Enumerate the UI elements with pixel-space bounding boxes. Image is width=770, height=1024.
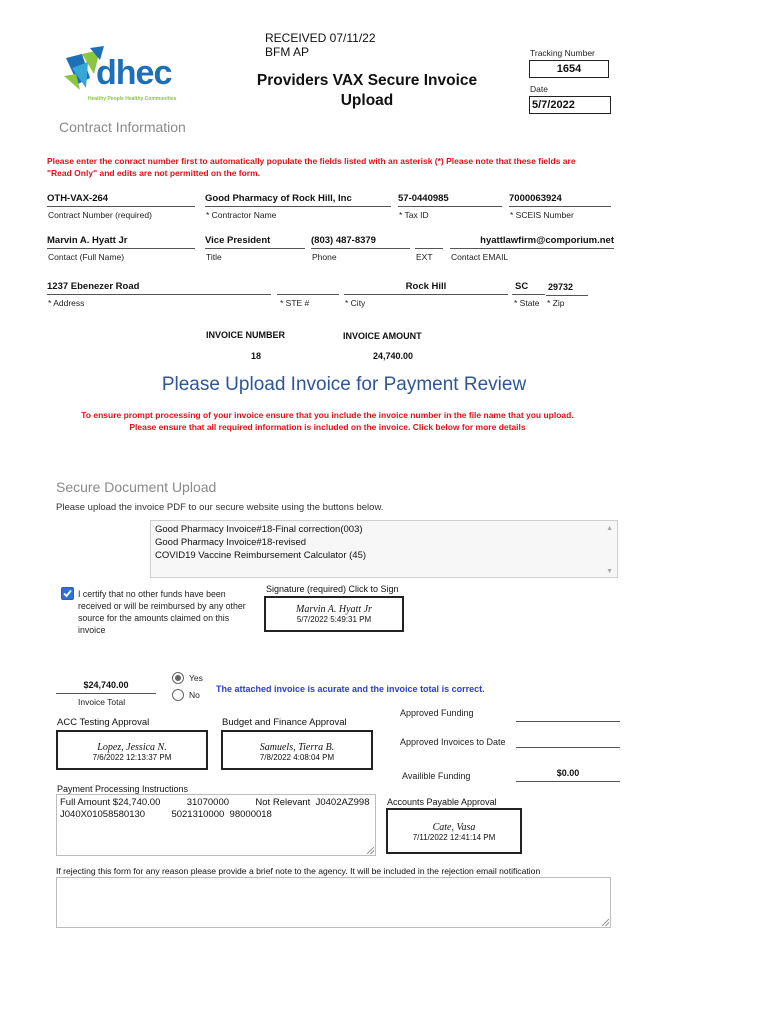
- title-label: Title: [206, 252, 222, 262]
- ap-approval-box[interactable]: [386, 808, 522, 854]
- checkmark-icon: [62, 588, 73, 599]
- ap-approval-date: 7/11/2022 12:41:14 PM: [412, 833, 496, 842]
- ext-field[interactable]: [415, 235, 443, 249]
- contact-name-label: Contact (Full Name): [48, 252, 125, 262]
- invoice-number-label: INVOICE NUMBER: [206, 330, 286, 340]
- ste-label: * STE #: [280, 298, 310, 308]
- uploaded-file-item[interactable]: Good Pharmacy Invoice#18-Final correction(003): [155, 524, 363, 535]
- ste-field: [277, 281, 339, 295]
- uploaded-files-list[interactable]: [150, 520, 618, 578]
- received-line1: RECEIVED 07/11/22: [265, 31, 376, 45]
- tax-id-label: * Tax ID: [399, 210, 429, 220]
- sceis-number-label: * SCEIS Number: [510, 210, 574, 220]
- resize-handle-icon[interactable]: [367, 847, 374, 854]
- page-title-line1: Providers VAX Secure Invoice: [256, 72, 478, 89]
- phone-label: Phone: [312, 252, 337, 262]
- zip-field: 29732: [546, 282, 588, 296]
- ap-approval-name: Cate, Vasa: [432, 822, 476, 833]
- ap-approval-label: Accounts Payable Approval: [387, 797, 497, 807]
- logo-text: dhec: [96, 54, 172, 92]
- acc-approval-name: Lopez, Jessica N.: [97, 742, 167, 753]
- contact-email-label: Contact EMAIL: [451, 252, 509, 262]
- contract-notice: Please enter the conract number first to automatically populate the fields listed with an asterisk (*) Please note that these fields are "Read Only" and edits are not permitted on the form.: [47, 156, 576, 178]
- contact-name-field[interactable]: Marvin A. Hyatt Jr: [47, 235, 195, 249]
- date-label: Date: [530, 84, 548, 94]
- state-field: SC: [512, 281, 545, 295]
- contract-section-title: Contract Information: [59, 119, 186, 135]
- budget-approval-name: Samuels, Tierra B.: [259, 742, 335, 753]
- reject-note-label: If rejecting this form for any reason please provide a brief note to the agency. It will be included in the rejection email notification: [56, 866, 541, 876]
- tracking-number-field[interactable]: 1654: [529, 60, 609, 78]
- ext-label: EXT: [416, 252, 433, 262]
- no-radio-label: No: [189, 690, 200, 700]
- certify-checkbox[interactable]: [61, 587, 74, 600]
- secure-upload-title: Secure Document Upload: [56, 479, 217, 495]
- budget-approval-date: 7/8/2022 4:08:04 PM: [259, 753, 335, 762]
- approved-funding-field[interactable]: [516, 708, 620, 722]
- certify-text: I certify that no other funds have been received or will be reimbursed by any other source for the amounts claimed on this invoice: [78, 589, 246, 635]
- contractor-name-field: Good Pharmacy of Rock Hill, Inc: [205, 193, 391, 207]
- contract-number-field[interactable]: OTH-VAX-264: [47, 193, 195, 207]
- payment-instructions-line1: Full Amount $24,740.00 31070000 Not Relevant J0402AZ998: [60, 797, 370, 808]
- yes-radio-label: Yes: [189, 673, 203, 683]
- zip-label: * Zip: [547, 298, 565, 308]
- received-line2: BFM AP: [265, 45, 310, 59]
- acc-approval-date: 7/6/2022 12:13:37 PM: [92, 753, 172, 762]
- budget-approval-label: Budget and Finance Approval: [222, 717, 347, 728]
- scroll-down-icon[interactable]: ▼: [606, 568, 613, 575]
- payment-instructions-line2: J040X01058580130 5021310000 98000018: [60, 809, 272, 820]
- invoice-amount-label: INVOICE AMOUNT: [343, 331, 422, 341]
- available-funding-label: Availible Funding: [402, 771, 471, 781]
- provider-signature-name: Marvin A. Hyatt Jr: [296, 604, 372, 615]
- payment-instructions-label: Payment Processing Instructions: [57, 784, 189, 794]
- tax-id-field: 57-0440985: [398, 193, 502, 207]
- approved-invoices-label: Approved Invoices to Date: [400, 737, 506, 747]
- uploaded-file-item[interactable]: Good Pharmacy Invoice#18-revised: [155, 537, 307, 548]
- phone-field[interactable]: (803) 487-8379: [311, 235, 410, 249]
- upload-heading: Please Upload Invoice for Payment Review: [161, 374, 527, 395]
- page-title-line2: Upload: [340, 92, 394, 109]
- provider-signature-date: 5/7/2022 5:49:31 PM: [296, 615, 372, 624]
- invoice-amount-field[interactable]: 24,740.00: [372, 351, 414, 361]
- state-label: * State: [514, 298, 540, 308]
- upload-notice-line2: Please ensure that all required information is included on the invoice. Click below for more details: [129, 422, 526, 432]
- total-confirmation-text: The attached invoice is acurate and the invoice total is correct.: [216, 684, 485, 694]
- title-field[interactable]: Vice President: [205, 235, 305, 249]
- yes-radio[interactable]: [172, 672, 184, 684]
- address-field: 1237 Ebenezer Road: [47, 281, 271, 295]
- invoice-total-label: Invoice Total: [78, 697, 126, 707]
- invoice-number-field[interactable]: 18: [250, 351, 261, 361]
- available-funding-field[interactable]: $0.00: [516, 768, 620, 782]
- resize-handle-icon[interactable]: [602, 919, 609, 926]
- uploaded-file-item[interactable]: COVID19 Vaccine Reimbursement Calculator (45): [155, 550, 367, 561]
- page-title: [228, 71, 506, 111]
- payment-instructions-textarea[interactable]: [56, 794, 376, 856]
- contact-email-field[interactable]: hyattlawfirm@comporium.net: [450, 235, 614, 249]
- provider-signature-box[interactable]: [264, 596, 404, 632]
- date-field[interactable]: 5/7/2022: [529, 96, 611, 114]
- acc-approval-label: ACC Testing Approval: [57, 717, 150, 728]
- dhec-logo: [60, 44, 198, 108]
- upload-notice-line1: To ensure prompt processing of your invoice ensure that you include the invoice number in the file name that you upload.: [81, 410, 574, 420]
- sceis-number-field: 7000063924: [509, 193, 611, 207]
- contract-number-label: Contract Number (required): [48, 210, 152, 220]
- scroll-up-icon[interactable]: ▲: [606, 525, 613, 532]
- no-radio[interactable]: [172, 689, 184, 701]
- received-stamp: [265, 31, 376, 59]
- acc-approval-box[interactable]: [56, 730, 208, 770]
- reject-note-textarea[interactable]: [56, 877, 611, 928]
- logo-tagline: Healthy People Healthy Communities: [88, 96, 177, 102]
- budget-approval-box[interactable]: [221, 730, 373, 770]
- city-field: Rock Hill: [344, 281, 508, 295]
- invoice-total-field[interactable]: $24,740.00: [56, 680, 156, 694]
- approved-funding-label: Approved Funding: [400, 708, 474, 718]
- upload-instructions: Please upload the invoice PDF to our secure website using the buttons below.: [56, 502, 384, 513]
- city-label: * City: [345, 298, 366, 308]
- address-label: * Address: [48, 298, 85, 308]
- approved-invoices-field[interactable]: [516, 734, 620, 748]
- tracking-number-label: Tracking Number: [530, 48, 595, 58]
- contractor-name-label: * Contractor Name: [206, 210, 277, 220]
- signature-label: Signature (required) Click to Sign: [266, 584, 399, 594]
